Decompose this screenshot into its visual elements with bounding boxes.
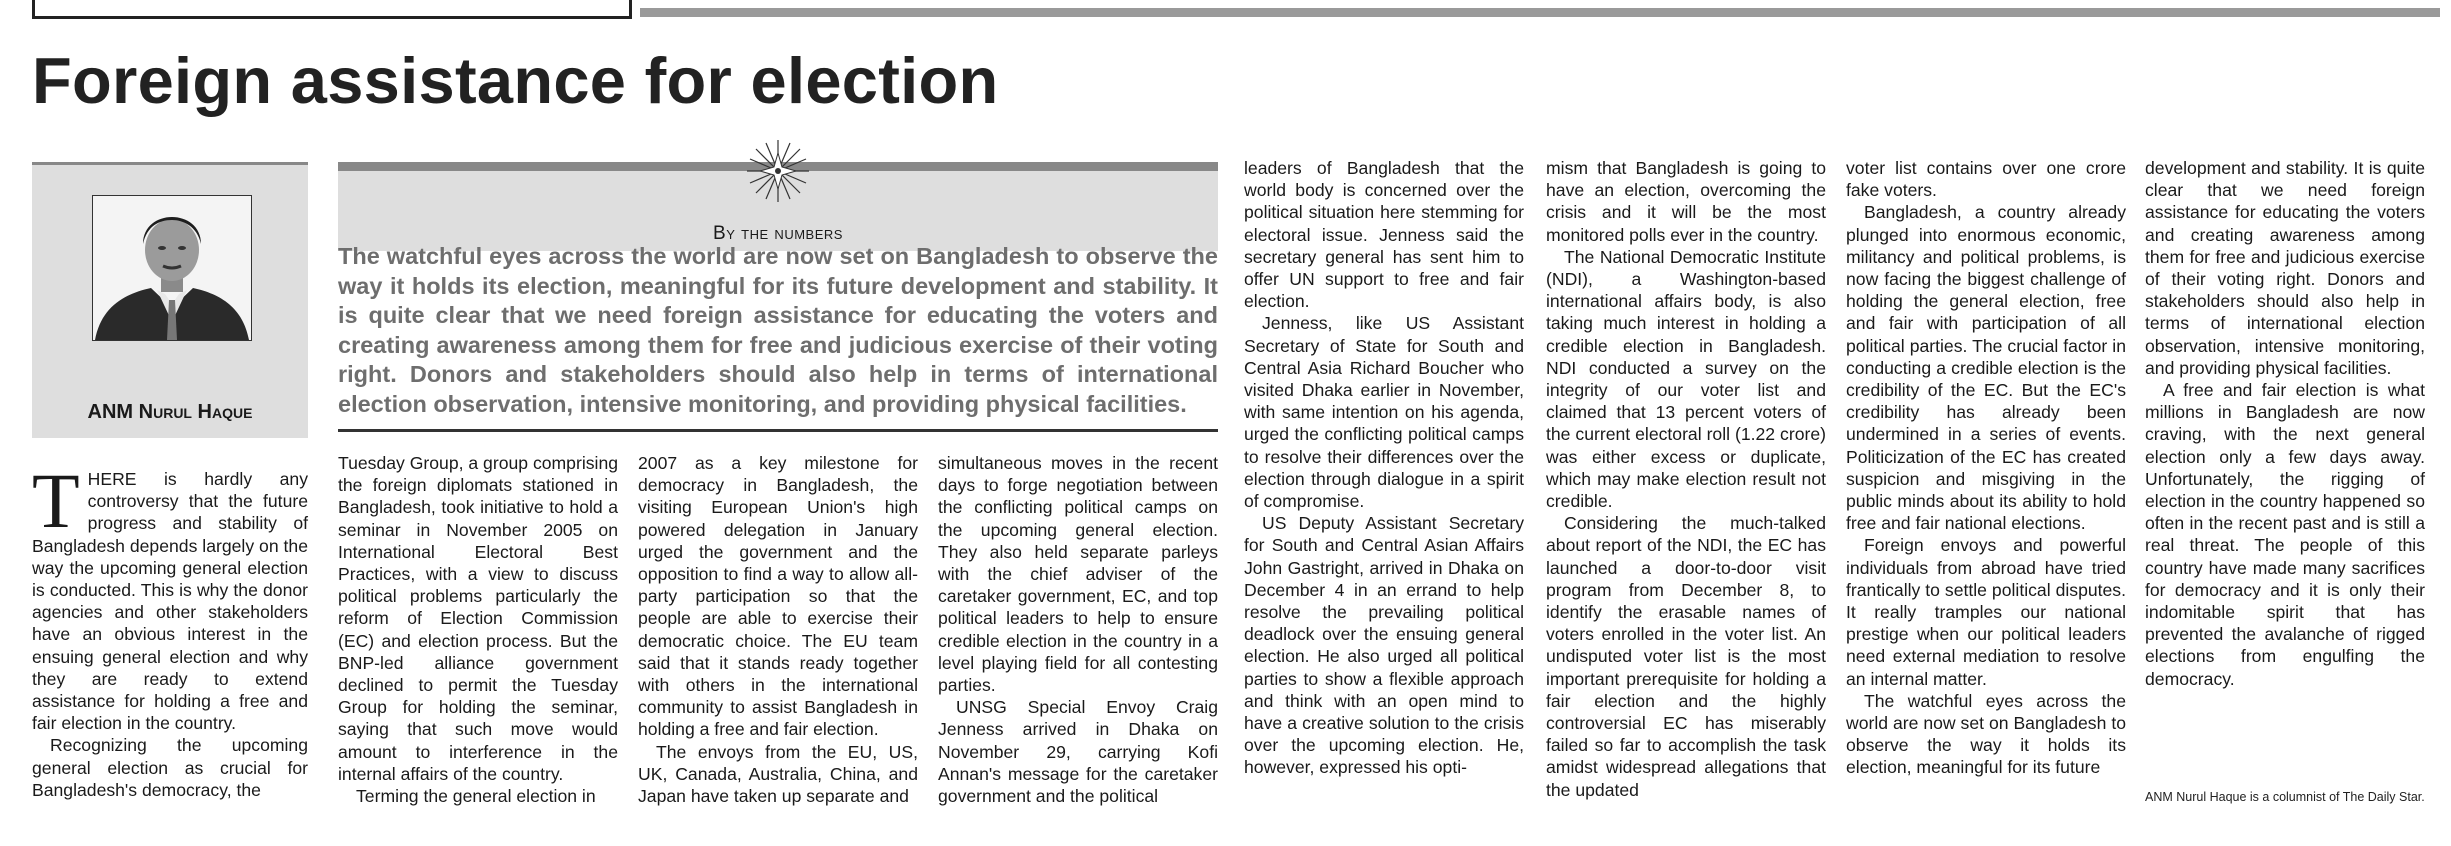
- author-portrait-icon: [93, 196, 251, 340]
- body-column-4: [938, 452, 1218, 807]
- byline-box: [32, 162, 308, 438]
- body-paragraph: The watchful eyes across the world are now set on Bangladesh to observe the way it holds its election, meaningful for its future: [1846, 690, 2126, 778]
- body-paragraph: UNSG Special Envoy Craig Jenness arrived in Dhaka on November 29, carrying Kofi Annan's message for the caretaker government and the political: [938, 697, 1218, 807]
- body-paragraph: [32, 457, 308, 734]
- body-paragraph: US Deputy Assistant Secretary for South and Central Asian Affairs John Gastright, arrived in Dhaka on December 4 in an errand to help resolve the prevailing political deadlock over the ensuing general election. He also urged all political parties to show a flexible approach and think with an open mind to have a creative solution to the crisis over the upcoming election. He, however, expressed his opti-: [1244, 513, 1524, 778]
- by-the-numbers-box: [338, 162, 1218, 251]
- body-paragraph: Jenness, like US Assistant Secretary of State for South and Central Asia Richard Boucher who visited Dhaka earlier in November, with same intention on his agenda, urged the conflicting political camps to resolve their differences over the election through dialogue in a spirit of compromise.: [1244, 313, 1524, 512]
- author-photo: [92, 195, 252, 341]
- top-frame: [32, 0, 632, 19]
- body-paragraph: voter list contains over one crore fake voters.: [1846, 158, 2126, 201]
- pull-quote: The watchful eyes across the world are now set on Bangladesh to observe the way it holds its election, meaningful for its future development and stability. It is quite clear that we need foreign assistance for educating the voters and creating awareness among them for free and judicious exercise of their voting right. Donors and stakeholders should also help in terms of international election observation, intensive monitoring, and providing physical facilities.: [338, 243, 1218, 417]
- body-column-5: [1244, 157, 1524, 779]
- body-paragraph: 2007 as a key milestone for democracy in Bangladesh, the visiting European Union's high powered delegation in January urged the government and the opposition to find a way to allow all-party participation so that the people are able to exercise their democratic choice. The EU team said that it stands ready together with others in the international community to assist Bangladesh in holding a free and fair election.: [638, 453, 918, 740]
- body-column-6: [1546, 157, 1826, 801]
- body-column-7: [1846, 157, 2126, 779]
- body-paragraph: simultaneous moves in the recent days to forge negotiation between the conflicting political camps on the upcoming general election. They also held separate parleys with the chief adviser of the caretaker government, EC, and top political leaders to help to ensure credible election in the country in a level playing field for all contesting parties.: [938, 453, 1218, 696]
- body-paragraph: mism that Bangladesh is going to have an election, overcoming the crisis and it will be the most monitored polls ever in the country.: [1546, 158, 1826, 245]
- headline: Foreign assistance for election: [32, 44, 999, 117]
- body-column-8: [2145, 157, 2425, 690]
- body-paragraph: Tuesday Group, a group comprising the foreign diplomats stationed in Bangladesh, took initiative to hold a seminar in November 2005 on International Electoral Best Practices, with a view to discuss political problems particularly the reform of Election Commission (EC) and election process. But the BNP-led alliance government declined to permit the Tuesday Group for holding the seminar, saying that such move would amount to interference in the internal affairs of the country.: [338, 453, 619, 784]
- body-paragraph: Foreign envoys and powerful individuals from abroad have tried frantically to settle political disputes. It really tramples our national prestige when our political leaders need external mediation to resolve an internal matter.: [1846, 535, 2126, 689]
- by-the-numbers-label: By the numbers: [713, 223, 843, 244]
- top-gray-band: [640, 8, 2440, 17]
- pull-quote-rule: [338, 429, 1218, 432]
- body-column-2: [338, 452, 618, 807]
- body-column-1: [32, 457, 308, 801]
- body-column-3: [638, 452, 918, 807]
- drop-cap: T: [32, 457, 80, 544]
- body-paragraph: A free and fair election is what millions in Bangladesh are now craving, with the next general election only a few days away. Unfortunately, the rigging of election in the country happened so often in the recent past and is still a real threat. The people of this country have made many sacrifices for democracy and it is only their indomitable spirit that has prevented the avalanche of rigged elections from engulfing the democracy.: [2145, 380, 2425, 689]
- body-paragraph: The envoys from the EU, US, UK, Canada, Australia, China, and Japan have taken up separate and: [638, 741, 918, 807]
- author-name: ANM Nurul Haque: [87, 401, 253, 423]
- body-paragraph: development and stability. It is quite clear that we need foreign assistance for educating the voters and creating awareness among them for free and judicious exercise of their voting right. Donors and stakeholders should also help in terms of international election observation, intensive monitoring, and providing physical facilities.: [2145, 158, 2425, 378]
- body-paragraph: Bangladesh, a country already plunged into enormous economic, militancy and political problems, is now facing the biggest challenge of holding the general election, free and fair with participation of all political parties. The crucial factor in conducting a credible election is the credibility of the EC. But the EC's credibility has already been undermined in a series of events. Politicization of the EC has created suspicion and misgiving in the public minds about its ability to hold free and fair national elections.: [1846, 202, 2126, 534]
- body-paragraph: Terming the general election in: [356, 786, 596, 807]
- star-burst-icon: [746, 139, 810, 203]
- body-paragraph: The National Democratic Institute (NDI), a Washington-based international affairs body, is also taking much interest in holding a credible election in Bangladesh. NDI conducted a survey on the integrity of our voter list and claimed that 13 percent voters of the current electoral roll (1.22 crore) was either excess or duplicate, which may make election result not credible.: [1546, 246, 1826, 512]
- author-credit: ANM Nurul Haque is a columnist of The Daily Star.: [2145, 790, 2425, 804]
- body-text: HERE is hardly any controversy that the future progress and stability of Bangladesh depends largely on the way the upcoming general election is conducted. This is why the donor agencies and other stakeholders have an obvious interest in the ensuing general election and why they are ready to extend assistance for holding a free and fair election in the country.: [32, 469, 308, 734]
- body-paragraph: leaders of Bangladesh that the world body is concerned over the political situation here stemming for electoral issue. Jenness said the secretary general has sent him to offer UN support to free and fair election.: [1244, 158, 1524, 312]
- body-paragraph: Recognizing the upcoming general election as crucial for Bangladesh's democracy, the: [32, 735, 308, 800]
- body-paragraph: Considering the much-talked about report of the NDI, the EC has launched a door-to-door visit program from December 8, to identify the erasable names of voters enrolled in the voter list. An undisputed voter list is the most important prerequisite for holding a fair election and the highly controversial EC has miserably failed so far to accomplish the task amidst widespread allegations that the updated: [1546, 513, 1826, 800]
